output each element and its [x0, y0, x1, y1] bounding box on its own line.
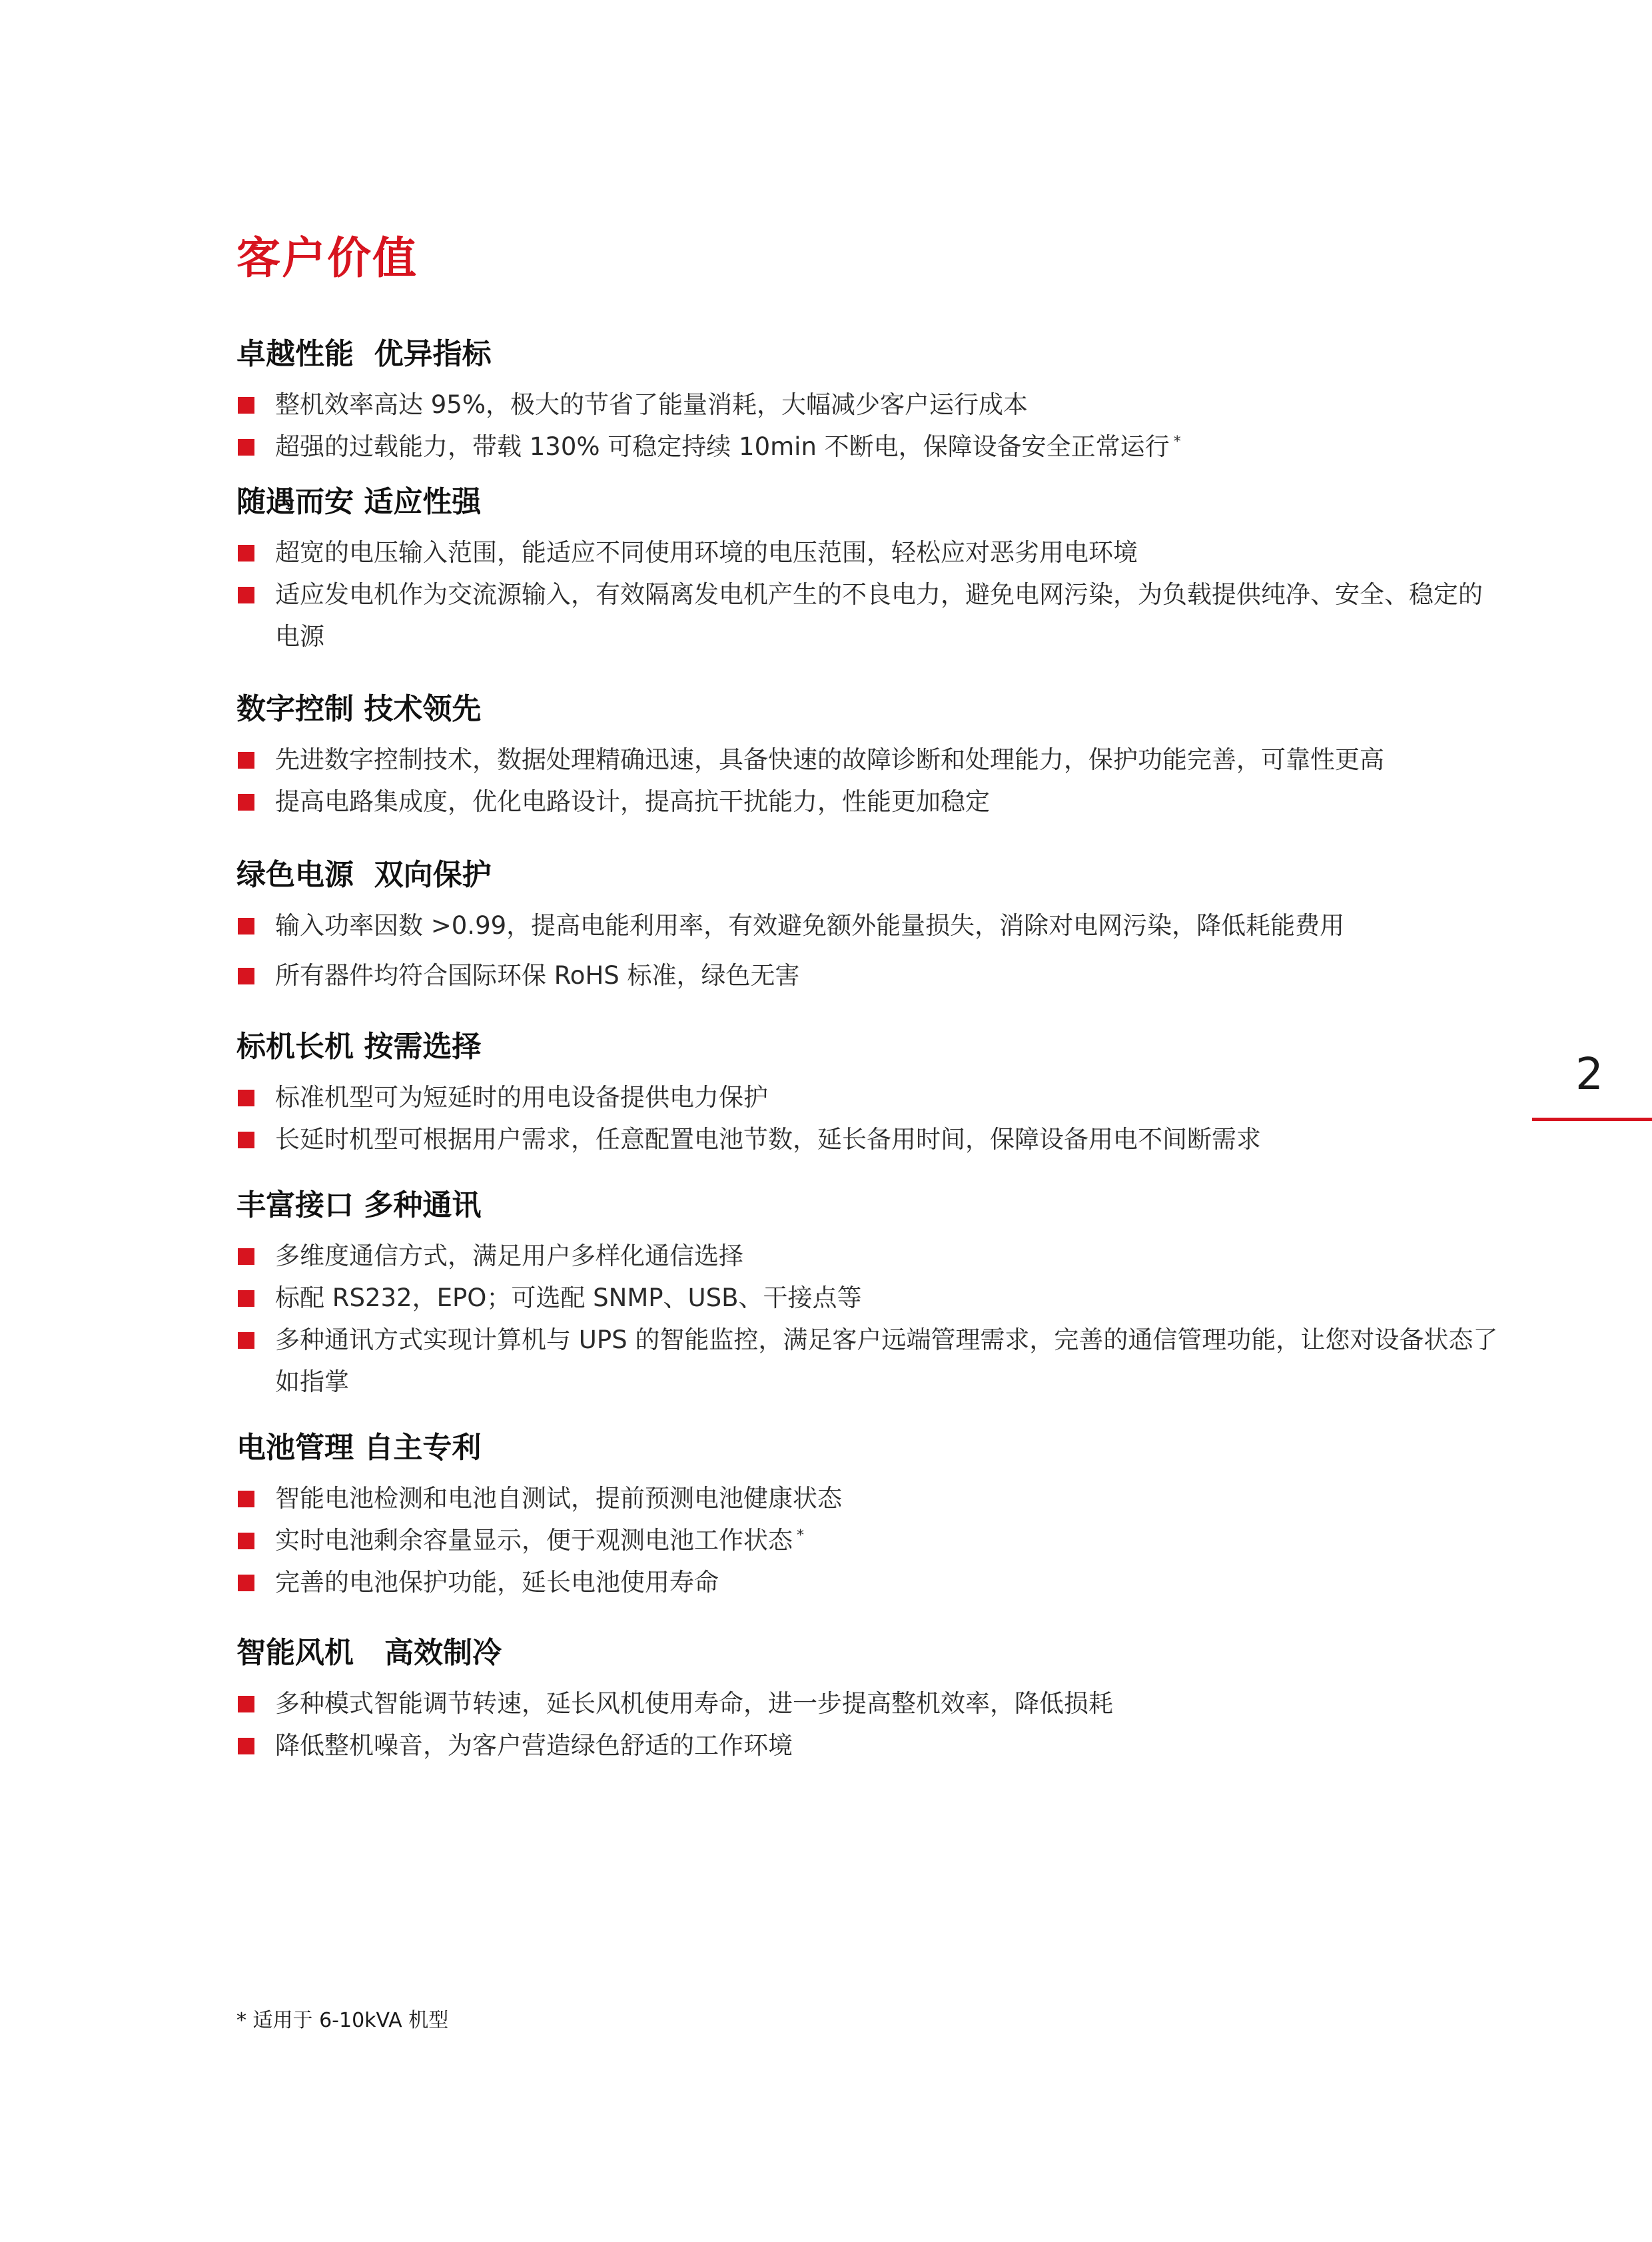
- bullet-text: 所有器件均符合国际环保 RoHS 标准，绿色无害: [275, 961, 800, 990]
- bullet-text: 标配 RS232，EPO；可选配 SNMP、USB、干接点等: [275, 1284, 862, 1312]
- page-number: 2: [1575, 1048, 1603, 1100]
- section-heading: 数字控制 技术领先: [236, 692, 482, 726]
- bullet-text: 整机效率高达 95%，极大的节省了能量消耗，大幅减少客户运行成本: [275, 390, 1028, 419]
- page-title: 客户价值: [236, 232, 418, 284]
- bullet-square-icon: [238, 587, 254, 603]
- bullet-square-icon: [238, 1332, 254, 1349]
- bullet-text: 输入功率因数 >0.99，提高电能利用率，有效避免额外能量损失，消除对电网污染，降低耗能费用: [275, 911, 1345, 940]
- bullet-item: [236, 739, 1502, 781]
- bullet-item: [236, 384, 1502, 426]
- bullet-square-icon: [238, 439, 254, 456]
- bullet-text: 超强的过载能力，带载 130% 可稳定持续 10min 不断电，保障设备安全正常运行: [275, 432, 1170, 461]
- page-number-underline: [1532, 1118, 1652, 1121]
- bullet-item: [236, 1477, 1502, 1519]
- bullet-text: 完善的电池保护功能，延长电池使用寿命: [275, 1568, 719, 1597]
- section-heading: 丰富接口 多种通讯: [236, 1188, 482, 1222]
- section: [236, 1188, 1502, 1403]
- section-heading: 电池管理 自主专利: [236, 1431, 482, 1465]
- bullet-item: [236, 532, 1502, 573]
- bullet-item: [236, 1118, 1502, 1160]
- bullet-text: 标准机型可为短延时的用电设备提供电力保护: [275, 1083, 768, 1112]
- bullet-text: 多种通讯方式实现计算机与 UPS 的智能监控，满足客户远端管理需求，完善的通信管理功能，让您对设备状态了如指掌: [275, 1325, 1498, 1396]
- bullet-item: [236, 1724, 1502, 1766]
- bullet-square-icon: [238, 1090, 254, 1106]
- bullet-item: [236, 1277, 1502, 1319]
- bullet-text: 长延时机型可根据用户需求，任意配置电池节数，延长备用时间，保障设备用电不间断需求: [275, 1125, 1261, 1154]
- bullet-square-icon: [238, 545, 254, 561]
- section: [236, 692, 1502, 823]
- bullet-item: [236, 781, 1502, 823]
- bullet-item: [236, 1682, 1502, 1724]
- bullet-item: [236, 426, 1502, 468]
- bullet-item: [236, 1519, 1502, 1561]
- bullet-square-icon: [238, 397, 254, 414]
- section: [236, 1032, 1502, 1160]
- bullet-square-icon: [238, 1491, 254, 1507]
- bullet-square-icon: [238, 1533, 254, 1549]
- section-heading: 绿色电源 双向保护: [236, 858, 492, 892]
- section: [236, 485, 1502, 657]
- bullet-text: 适应发电机作为交流源输入，有效隔离发电机产生的不良电力，避免电网污染，为负载提供纯净、安全、稳定的电源: [275, 580, 1483, 651]
- bullet-item: [236, 1319, 1502, 1403]
- footnote-marker: *: [797, 1527, 804, 1544]
- bullet-item: [236, 905, 1502, 946]
- footnote-marker: *: [1173, 433, 1181, 450]
- bullet-item: [236, 954, 1502, 996]
- section-heading: 智能风机 高效制冷: [236, 1636, 502, 1670]
- bullet-item: [236, 1076, 1502, 1118]
- bullet-square-icon: [238, 918, 254, 934]
- section: [236, 1636, 1502, 1766]
- section: [236, 858, 1502, 996]
- bullet-item: [236, 573, 1502, 657]
- bullet-square-icon: [238, 1575, 254, 1591]
- bullet-square-icon: [238, 1290, 254, 1307]
- section-heading: 标机长机 按需选择: [236, 1030, 482, 1064]
- footnote: * 适用于 6-10kVA 机型: [236, 2009, 449, 2032]
- bullet-text: 降低整机噪音，为客户营造绿色舒适的工作环境: [275, 1731, 793, 1760]
- bullet-text: 提高电路集成度，优化电路设计，提高抗干扰能力，性能更加稳定: [275, 787, 990, 816]
- bullet-item: [236, 1561, 1502, 1603]
- section: [236, 1433, 1502, 1603]
- bullet-item: [236, 1235, 1502, 1277]
- bullet-square-icon: [238, 968, 254, 984]
- bullet-text: 智能电池检测和电池自测试，提前预测电池健康状态: [275, 1484, 842, 1513]
- bullet-square-icon: [238, 1738, 254, 1754]
- section: [236, 337, 1502, 468]
- section-heading: 卓越性能 优异指标: [236, 337, 492, 371]
- bullet-square-icon: [238, 1132, 254, 1148]
- bullet-text: 多维度通信方式，满足用户多样化通信选择: [275, 1242, 743, 1270]
- bullet-square-icon: [238, 752, 254, 769]
- bullet-text: 实时电池剩余容量显示，便于观测电池工作状态: [275, 1526, 793, 1555]
- bullet-text: 超宽的电压输入范围，能适应不同使用环境的电压范围，轻松应对恶劣用电环境: [275, 538, 1138, 567]
- bullet-text: 先进数字控制技术，数据处理精确迅速，具备快速的故障诊断和处理能力，保护功能完善，可靠性更高: [275, 745, 1384, 774]
- bullet-square-icon: [238, 1696, 254, 1712]
- bullet-square-icon: [238, 794, 254, 811]
- bullet-text: 多种模式智能调节转速，延长风机使用寿命，进一步提高整机效率，降低损耗: [275, 1689, 1113, 1718]
- section-heading: 随遇而安 适应性强: [236, 485, 482, 519]
- bullet-square-icon: [238, 1248, 254, 1265]
